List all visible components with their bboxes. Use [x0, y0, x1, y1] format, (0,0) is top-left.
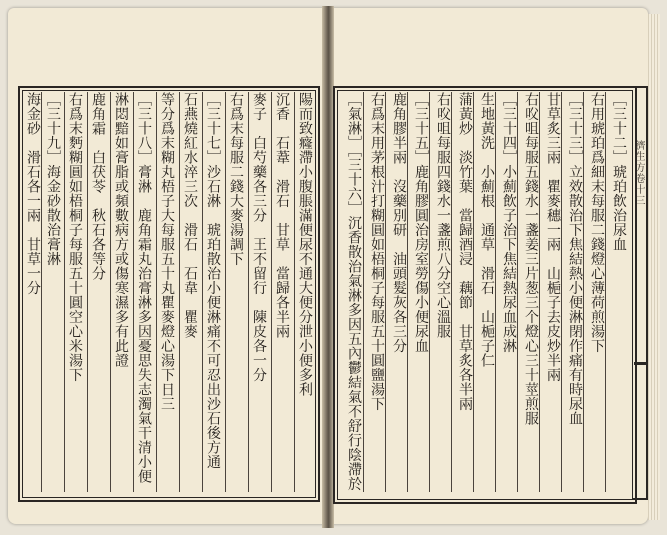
- text-column: 沉香 石葦 滑石 甘草 當歸各半兩: [274, 92, 290, 339]
- text-column: 右爲末每服二錢大麥湯調下: [228, 92, 244, 266]
- column-rule: [429, 92, 430, 492]
- text-column: 鹿角膠半兩 沒藥別研 油頭髮灰各三分: [391, 92, 407, 353]
- column-rule: [87, 92, 88, 492]
- column-rule: [407, 92, 408, 492]
- column-rule: [248, 92, 249, 492]
- column-rule: [179, 92, 180, 492]
- column-rule: [110, 92, 111, 492]
- column-rule: [473, 92, 474, 492]
- prescription-heading: ［三十二］琥珀飲治尿血: [611, 92, 627, 252]
- column-rule: [539, 92, 540, 492]
- center-column-title: 濟生方卷十三: [633, 140, 644, 206]
- column-rule: [583, 92, 584, 492]
- prescription-heading: ［三十四］小薊飲子治下焦結熱尿血成淋: [501, 92, 517, 353]
- column-rule: [517, 92, 518, 492]
- prescription-heading: ［氣淋］［三十六］沉香散治氣淋多因五內鬱結氣不舒行陰滯於: [346, 92, 362, 491]
- text-column: 右㕮咀每服五錢水一盞姜三片葱三个燈心三十莖煎服: [523, 92, 539, 426]
- column-rule: [385, 92, 386, 492]
- text-column: 蒲黃炒 淡竹葉 當歸酒浸 藕節 甘草炙各半兩: [457, 92, 473, 411]
- column-rule: [202, 92, 203, 492]
- fishtail-mark: [634, 362, 646, 375]
- prescription-heading: ［三十七］沙石淋 琥珀散治小便淋痛不可忍出沙石後方通: [205, 92, 221, 469]
- column-rule: [225, 92, 226, 492]
- text-column: 淋悶黯如膏脂或頻數病方或傷寒濕多有此證: [113, 92, 129, 368]
- text-column: 等分爲末糊丸梧子大每服五十丸瞿麥燈心湯下日三: [159, 92, 175, 411]
- column-rule: [133, 92, 134, 492]
- column-rule: [294, 92, 295, 492]
- prescription-heading: ［三十三］立效散治下焦結熱小便淋閉作痛有時尿血: [567, 92, 583, 426]
- column-rule: [495, 92, 496, 492]
- column-rule: [561, 92, 562, 492]
- text-column: 麥子 白芍藥各三分 王不留行 陳皮各一分: [251, 92, 267, 382]
- text-column: 甘草炙三兩 瞿麥穗一兩 山梔子去皮炒半兩: [545, 92, 561, 382]
- page-edge: [648, 14, 660, 520]
- text-column: 鹿角霜 白茯苓 秋石各等分: [90, 92, 106, 281]
- text-column: 生地黃洗 小薊根 通草 滑石 山梔子仁: [479, 92, 495, 368]
- column-rule: [605, 92, 606, 492]
- column-rule: [271, 92, 272, 492]
- column-rule: [363, 92, 364, 492]
- prescription-heading: ［三十八］膏淋 鹿角霜丸治膏淋多因憂思失志濁氣干清小便: [136, 92, 152, 484]
- column-rule: [64, 92, 65, 492]
- text-column: 右用琥珀爲細末每服二錢燈心薄荷煎湯下: [589, 92, 605, 353]
- text-column: 石燕燒紅水淬三次 滑石 石韋 瞿麥: [182, 92, 198, 339]
- text-column: 右爲末麪糊圓如梧桐子每服五十圓空心米湯下: [67, 92, 83, 382]
- column-rule: [41, 92, 42, 492]
- text-column: 右爲末用茅根汁打糊圓如梧桐子每服五十圓鹽湯下: [369, 92, 385, 411]
- text-column: 右㕮咀每服四錢水一盞煎八分空心溫服: [435, 92, 451, 339]
- text-column: 陽而致癃滯小腹脹滿便尿不通大便分泄小便多利: [297, 92, 313, 397]
- column-rule: [451, 92, 452, 492]
- prescription-heading: ［三十五］鹿角膠圓治房室勞傷小便尿血: [413, 92, 429, 353]
- column-rule: [156, 92, 157, 492]
- prescription-heading: ［三十九］海金砂散治膏淋: [45, 92, 61, 266]
- text-column: 海金砂 滑石各一兩 甘草一分: [25, 92, 41, 295]
